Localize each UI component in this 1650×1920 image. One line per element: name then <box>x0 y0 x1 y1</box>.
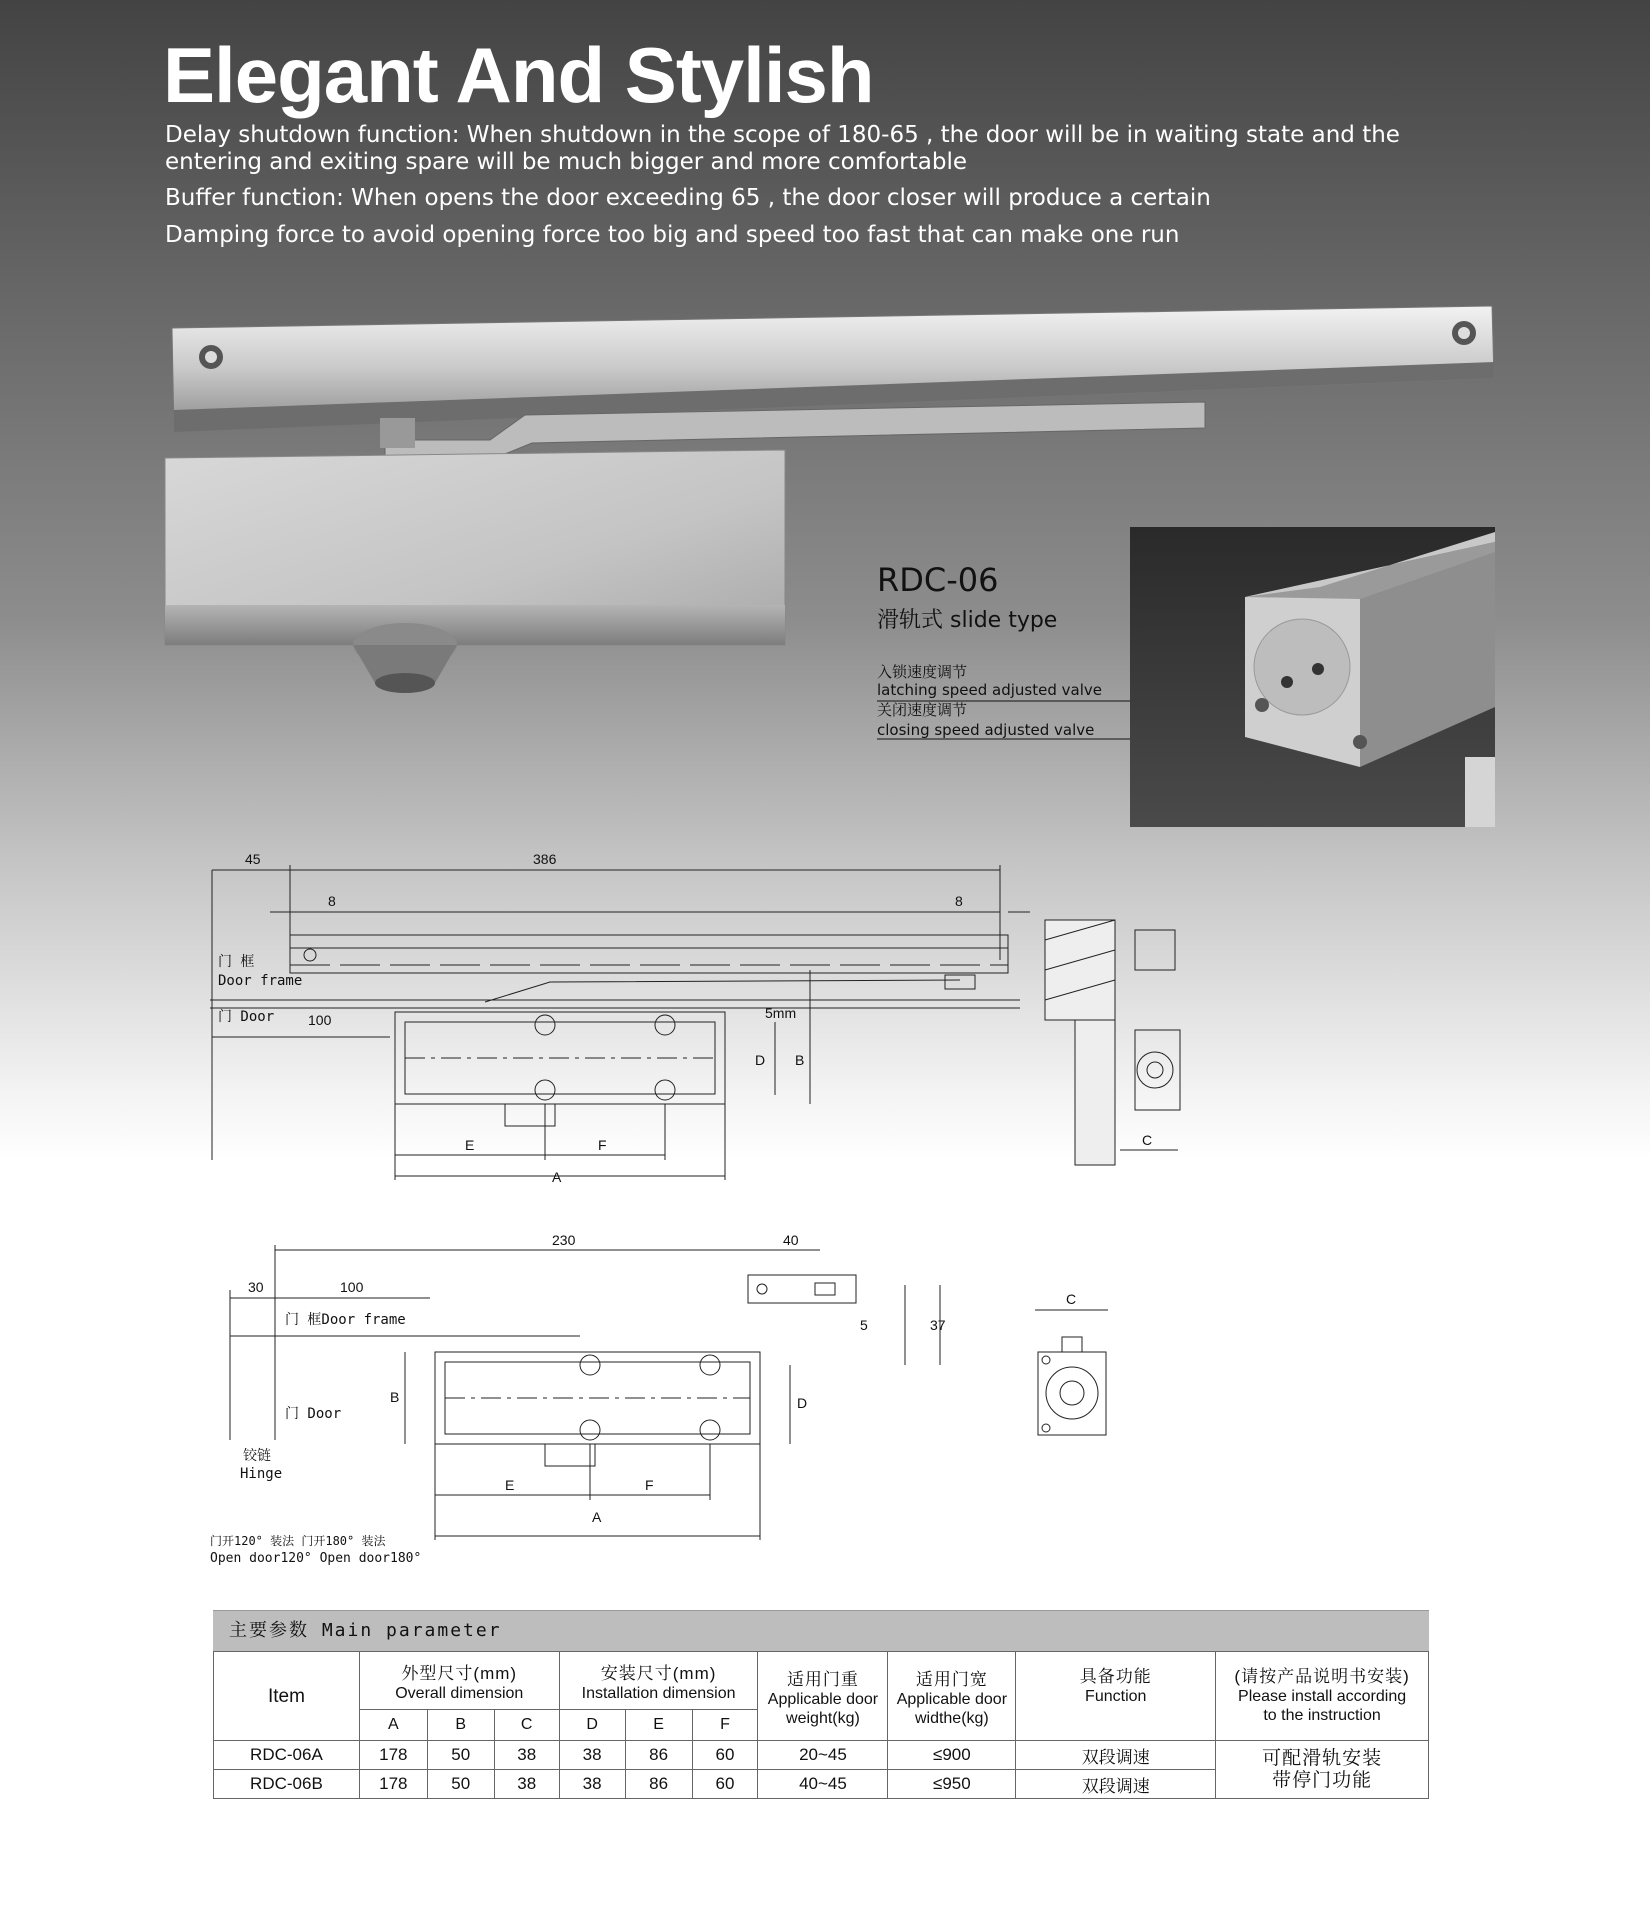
col-door-weight: 适用门重 Applicable door weight(kg) <box>758 1652 888 1741</box>
dim-D-b: D <box>797 1395 808 1411</box>
dim-100: 100 <box>308 1012 332 1028</box>
dim-100-b: 100 <box>340 1279 364 1295</box>
row-weight: 40~45 <box>758 1770 888 1799</box>
dim-C: C <box>1142 1132 1153 1148</box>
label-door: 门 Door <box>218 1009 275 1025</box>
dim-37: 37 <box>930 1317 946 1333</box>
closing-valve-en: closing speed adjusted valve <box>877 721 1095 739</box>
col-install-note: (请按产品说明书安装) Please install according to the instruction <box>1216 1652 1429 1741</box>
col-item: Item <box>214 1652 360 1741</box>
drawing-standard-installation <box>210 1232 1108 1566</box>
dim-B-b: B <box>390 1389 400 1405</box>
table-row <box>214 1741 1429 1770</box>
row-F: 60 <box>692 1741 758 1770</box>
dim-40: 40 <box>783 1232 799 1248</box>
row-B: 50 <box>427 1741 494 1770</box>
dim-B: B <box>795 1052 805 1068</box>
row-D: 38 <box>559 1741 625 1770</box>
dim-D: D <box>755 1052 766 1068</box>
dim-E-b: E <box>505 1477 515 1493</box>
label-hinge-cn: 铰链 <box>243 1448 271 1464</box>
sub-B: B <box>427 1710 494 1741</box>
col-installation-dimension: 安装尺寸(mm) Installation dimension <box>559 1652 758 1710</box>
model-type-cn: 滑轨式 <box>877 608 944 633</box>
row-F: 60 <box>692 1770 758 1799</box>
dim-E: E <box>465 1137 475 1153</box>
model-type-en: slide type <box>950 608 1058 633</box>
sub-C: C <box>494 1710 559 1741</box>
dim-8-left: 8 <box>328 893 336 909</box>
closing-valve-cn: 关闭速度调节 <box>877 701 968 719</box>
dim-30: 30 <box>248 1279 264 1295</box>
dim-5mm: 5mm <box>765 1005 797 1021</box>
label-open-door-en: Open door120° Open door180° <box>210 1551 422 1566</box>
row-D: 38 <box>559 1770 625 1799</box>
row-weight: 20~45 <box>758 1741 888 1770</box>
label-door-b: 门 Door <box>285 1406 342 1422</box>
sub-E: E <box>625 1710 692 1741</box>
table-title: 主要参数 Main parameter <box>213 1610 1429 1651</box>
row-width: ≤950 <box>888 1770 1016 1799</box>
latching-valve-cn: 入锁速度调节 <box>877 663 968 681</box>
row-function: 双段调速 <box>1016 1770 1216 1799</box>
description-line-4: Damping force to avoid opening force too big and speed too fast that can make one run <box>165 222 1180 248</box>
drawing-slide-rail-installation <box>210 851 1180 1185</box>
dim-A: A <box>552 1169 562 1185</box>
row-item: RDC-06A <box>214 1741 360 1770</box>
dim-5: 5 <box>860 1317 868 1333</box>
technical-drawings <box>200 840 1210 1580</box>
row-item: RDC-06B <box>214 1770 360 1799</box>
dim-386: 386 <box>533 851 557 867</box>
description-line-1: Delay shutdown function: When shutdown in the scope of 180-65 , the door will be in waiting state and the <box>165 122 1400 148</box>
row-note-merged: 可配滑轨安装 带停门功能 <box>1216 1741 1429 1799</box>
dim-8-right: 8 <box>955 893 963 909</box>
label-hinge-en: Hinge <box>240 1466 283 1482</box>
description-line-3: Buffer function: When opens the door exceeding 65 , the door closer will produce a certain <box>165 185 1211 211</box>
col-function: 具备功能 Function <box>1016 1652 1216 1741</box>
row-width: ≤900 <box>888 1741 1016 1770</box>
label-open-door-cn: 门开120° 装法 门开180° 装法 <box>210 1534 386 1548</box>
model-type <box>877 603 1057 634</box>
dim-C-b: C <box>1066 1291 1077 1307</box>
row-E: 86 <box>625 1741 692 1770</box>
sub-D: D <box>559 1710 625 1741</box>
model-name: RDC-06 <box>877 561 999 599</box>
dim-A-b: A <box>592 1509 602 1525</box>
main-parameter-table <box>213 1610 1429 1799</box>
row-A: 178 <box>359 1741 427 1770</box>
valve-detail-image <box>1130 527 1495 827</box>
row-B: 50 <box>427 1770 494 1799</box>
row-A: 178 <box>359 1770 427 1799</box>
sub-F: F <box>692 1710 758 1741</box>
row-C: 38 <box>494 1770 559 1799</box>
label-door-frame-b: 门 框Door frame <box>285 1312 406 1328</box>
parameter-table <box>213 1651 1429 1799</box>
dim-45: 45 <box>245 851 261 867</box>
row-E: 86 <box>625 1770 692 1799</box>
dim-230: 230 <box>552 1232 576 1248</box>
col-door-width: 适用门宽 Applicable door widthe(kg) <box>888 1652 1016 1741</box>
latching-valve-en: latching speed adjusted valve <box>877 681 1102 699</box>
sub-A: A <box>359 1710 427 1741</box>
col-overall-dimension: 外型尺寸(mm) Overall dimension <box>359 1652 559 1710</box>
row-C: 38 <box>494 1741 559 1770</box>
dim-F: F <box>598 1137 607 1153</box>
description-line-2: entering and exiting spare will be much bigger and more comfortable <box>165 149 967 175</box>
page-title: Elegant And Stylish <box>163 31 874 119</box>
dim-F-b: F <box>645 1477 654 1493</box>
label-door-frame-cn: 门 框 <box>218 954 255 970</box>
label-door-frame-en: Door frame <box>218 973 303 989</box>
row-function: 双段调速 <box>1016 1741 1216 1770</box>
